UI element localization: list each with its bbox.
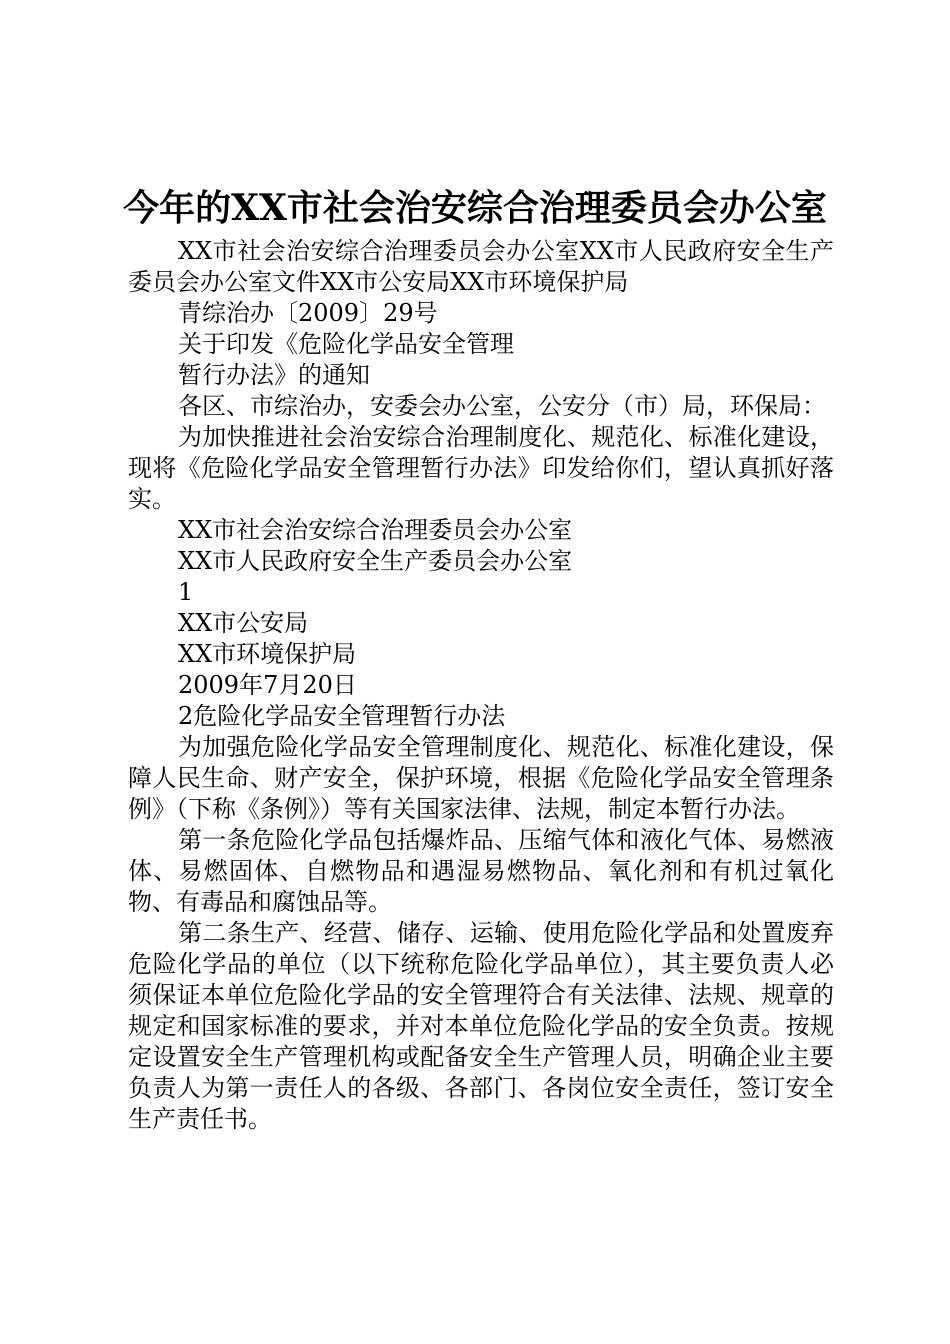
signature-line: XX市社会治安综合治理委员会办公室 xyxy=(178,516,573,544)
document-title: 今年的XX市社会治安综合治理委员会办公室 xyxy=(123,187,827,229)
preamble-paragraph: 为加强危险化学品安全管理制度化、规范化、标准化建设，保障人民生命、财产安全，保护环境，根据《危险化学品安全管理条例》（下称《条例》）等有关国家法律、法规，制定本暂行办法。 xyxy=(128,733,834,823)
signature-line: XX市公安局 xyxy=(178,609,309,637)
notice-body-paragraph: 为加快推进社会治安综合治理制度化、规范化、标准化建设，现将《危险化学品安全管理暂行办法》印发给你们，望认真抓好落实。 xyxy=(128,423,834,513)
document-body xyxy=(128,236,834,1135)
document-number: 青综治办〔2009〕29号 xyxy=(178,299,438,327)
document-date: 2009年7月20日 xyxy=(178,671,357,699)
header-issuers-paragraph: XX市社会治安综合治理委员会办公室XX市人民政府安全生产委员会办公室文件XX市公安局XX市环境保护局 xyxy=(128,237,834,296)
recipients-paragraph: 各区、市综治办，安委会办公室，公安分（市）局，环保局： xyxy=(178,392,826,420)
article-1-paragraph: 第一条危险化学品包括爆炸品、压缩气体和液化气体、易燃液体、易燃固体、自燃物品和遇湿易燃物品、氧化剂和有机过氧化物、有毒品和腐蚀品等。 xyxy=(128,826,834,916)
notice-title-line-2: 暂行办法》的通知 xyxy=(178,361,370,389)
measures-heading: 2危险化学品安全管理暂行办法 xyxy=(178,702,506,730)
signature-line: XX市人民政府安全生产委员会办公室 xyxy=(178,547,573,575)
signature-line: XX市环境保护局 xyxy=(178,640,357,668)
notice-title-line-1: 关于印发《危险化学品安全管理 xyxy=(178,330,514,358)
article-2-paragraph: 第二条生产、经营、储存、运输、使用危险化学品和处置废弃危险化学品的单位（以下统称危险化学品单位），其主要负责人必须保证本单位危险化学品的安全管理符合有关法律、法规、规章的规定和国家标准的要求，并对本单位危险化学品的安全负责。按规定设置安全生产管理机构或配备安全生产管理人员，明确企业主要负责人为第一责任人的各级、各部门、各岗位安全责任，签订安全生产责任书。 xyxy=(128,919,834,1133)
page-number-text: 1 xyxy=(178,578,194,606)
